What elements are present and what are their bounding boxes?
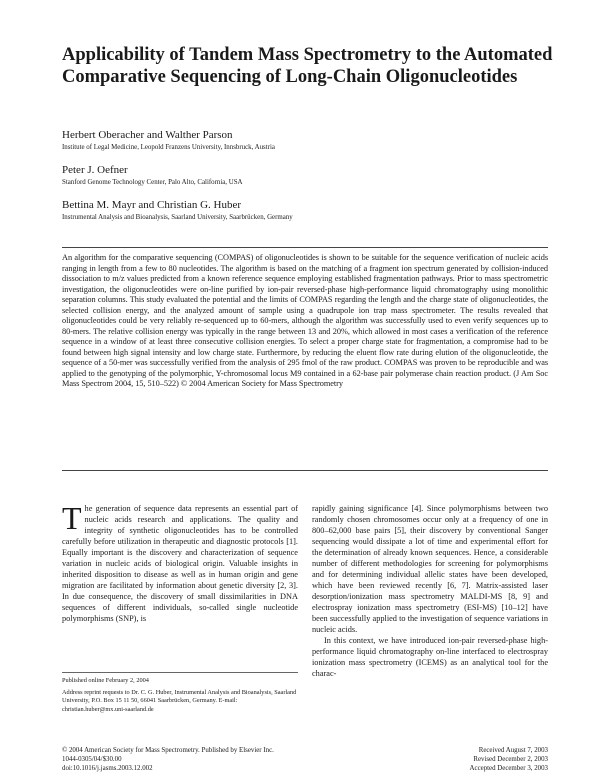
revised-date: Revised December 2, 2003 [473,756,548,763]
author-affiliation: Instrumental Analysis and Bioanalysis, Saarland University, Saarbrücken, Germany [62,214,293,221]
author-names: Bettina M. Mayr and Christian G. Huber [62,199,242,211]
doi: doi:10.1016/j.jasms.2003.12.002 [62,765,153,772]
abstract-section [62,247,548,471]
abstract-text: An algorithm for the comparative sequencing (COMPAS) of oligonucleotides is shown to be suitable for the sequence verification of nucleic acids ranging in length from a few to 80 nucleotides. The algorithm is based on the matching of a fragment ion spectrum generated by collision-induced dissociation to m/z values predicted from a known reference sequence employing established fragmentation pathways. Prior to mass spectrometric investigation, the oligonucleotides were on-line purified by ion-pair reversed-phase high-performance liquid chromatography using monolithic separation columns. This study evaluated the potential and the limits of COMPAS regarding the length and the charge state of oligonucleotides, the selected collision energy, and the analyzed amount of sample using a quadrupole ion trap mass spectrometer. The results revealed that oligonucleotides could be very reliably re-sequenced up to 60-mers, although the algorithm was successfully used to even verify sequences up to 80-mers. The relative collision energy was typically in the range between 13 and 20%, which allowed in most cases a verification of the reference sequence in a window of at least three consecutive collision energies. To select a proper charge state for fragmentation, a compromise had to be found between high signal intensity and low charge state. Furthermore, by reducing the eluent flow rate during elution of the oligonucleotide, the sequence of a 50-mer was successfully verified from the analysis of 295 fmol of the raw product. COMPAS was proven to be reproducible and was applied to the genotyping of the polymorphic, Y-chromosomal locus M9 contained in a 62-base pair polymerase chain reaction product. (J Am Soc Mass Spectrom 2004, 15, 510–522) © 2004 American Society for Mass Spectrometry [62,253,548,388]
copyright-notice: © 2004 American Society for Mass Spectrometry. Published by Elsevier Inc. [62,747,274,754]
author-names: Peter J. Oefner [62,164,128,176]
body-column-right [312,503,548,679]
drop-cap: T [62,500,82,536]
author-affiliation: Institute of Legal Medicine, Leopold Franzens University, Innsbruck, Austria [62,144,275,151]
accepted-date: Accepted December 3, 2003 [469,765,548,772]
author-affiliation: Stanford Genome Technology Center, Palo Alto, California, USA [62,179,243,186]
body-paragraph: rapidly gaining significance [4]. Since polymorphisms between two randomly chosen chromosomes occur only at a frequency of one in 800–62,000 base pairs [5], their discovery by conventional Sanger sequencing would dissipate a lot of time and experimental effort for the determination of already known sequences. Hence, a considerable number of different methodologies for screening for polymorphisms and for determining individual allelic states have been developed, which have been reviewed recently [6, 7]. Matrix-assisted laser desorption/ionization mass spectrometry MALDI-MS [8, 9] and electrospray ionization mass spectrometry (ESI-MS) [10–12] have been successfully applied to the investigation of sequence variations in nucleic acids. [312,504,548,634]
intro-paragraph [62,500,298,624]
footer-publication-info [62,746,382,773]
body-column-left [62,500,298,624]
author-list [62,128,562,233]
author-group-1 [62,128,562,153]
correspondence-address: Address reprint requests to Dr. C. G. Huber, Instrumental Analysis and Bioanalysis, Saarland University, P.O. Box 15 11 50, 66041 Saarbrücken, Germany. E-mail: christian.huber@mx.uni-saarland.de [62,688,297,713]
article-title: Applicability of Tandem Mass Spectrometry to the Automated Comparative Sequencing of Long-Chain Oligonucleotides [62,45,553,87]
footnotes [62,672,298,717]
footer-dates [348,746,548,773]
intro-text: he generation of sequence data represents an essential part of nucleic acids research and applications. The quality and integrity of synthetic oligonucleotides has to be controlled carefully before utilization in therapeutic and diagnostic protocols [1]. Equally important is the discovery and characterization of sequence variation in nucleic acids of biological origin. Valuable insights in inherited disposition to disease as well as in human origin and gene migration are facilitated by information about genetic diversity [2, 3]. In due consequence, the discovery of small dissimilarities in DNA sequences of different individuals, so-called single nucleotide polymorphisms (SNP), is [62,504,298,623]
issn: 1044-0305/04/$30.00 [62,756,122,763]
received-date: Received August 7, 2003 [478,747,548,754]
body-paragraph: In this context, we have introduced ion-pair reversed-phase high-performance liquid chromatography on-line interfaced to electrospray ionization mass spectrometry (ICEMS) as an analytical tool for the charac- [312,636,548,678]
author-group-2 [62,163,562,188]
author-group-3 [62,198,562,223]
author-names: Herbert Oberacher and Walther Parson [62,129,233,141]
published-date: Published online February 2, 2004 [62,677,149,684]
